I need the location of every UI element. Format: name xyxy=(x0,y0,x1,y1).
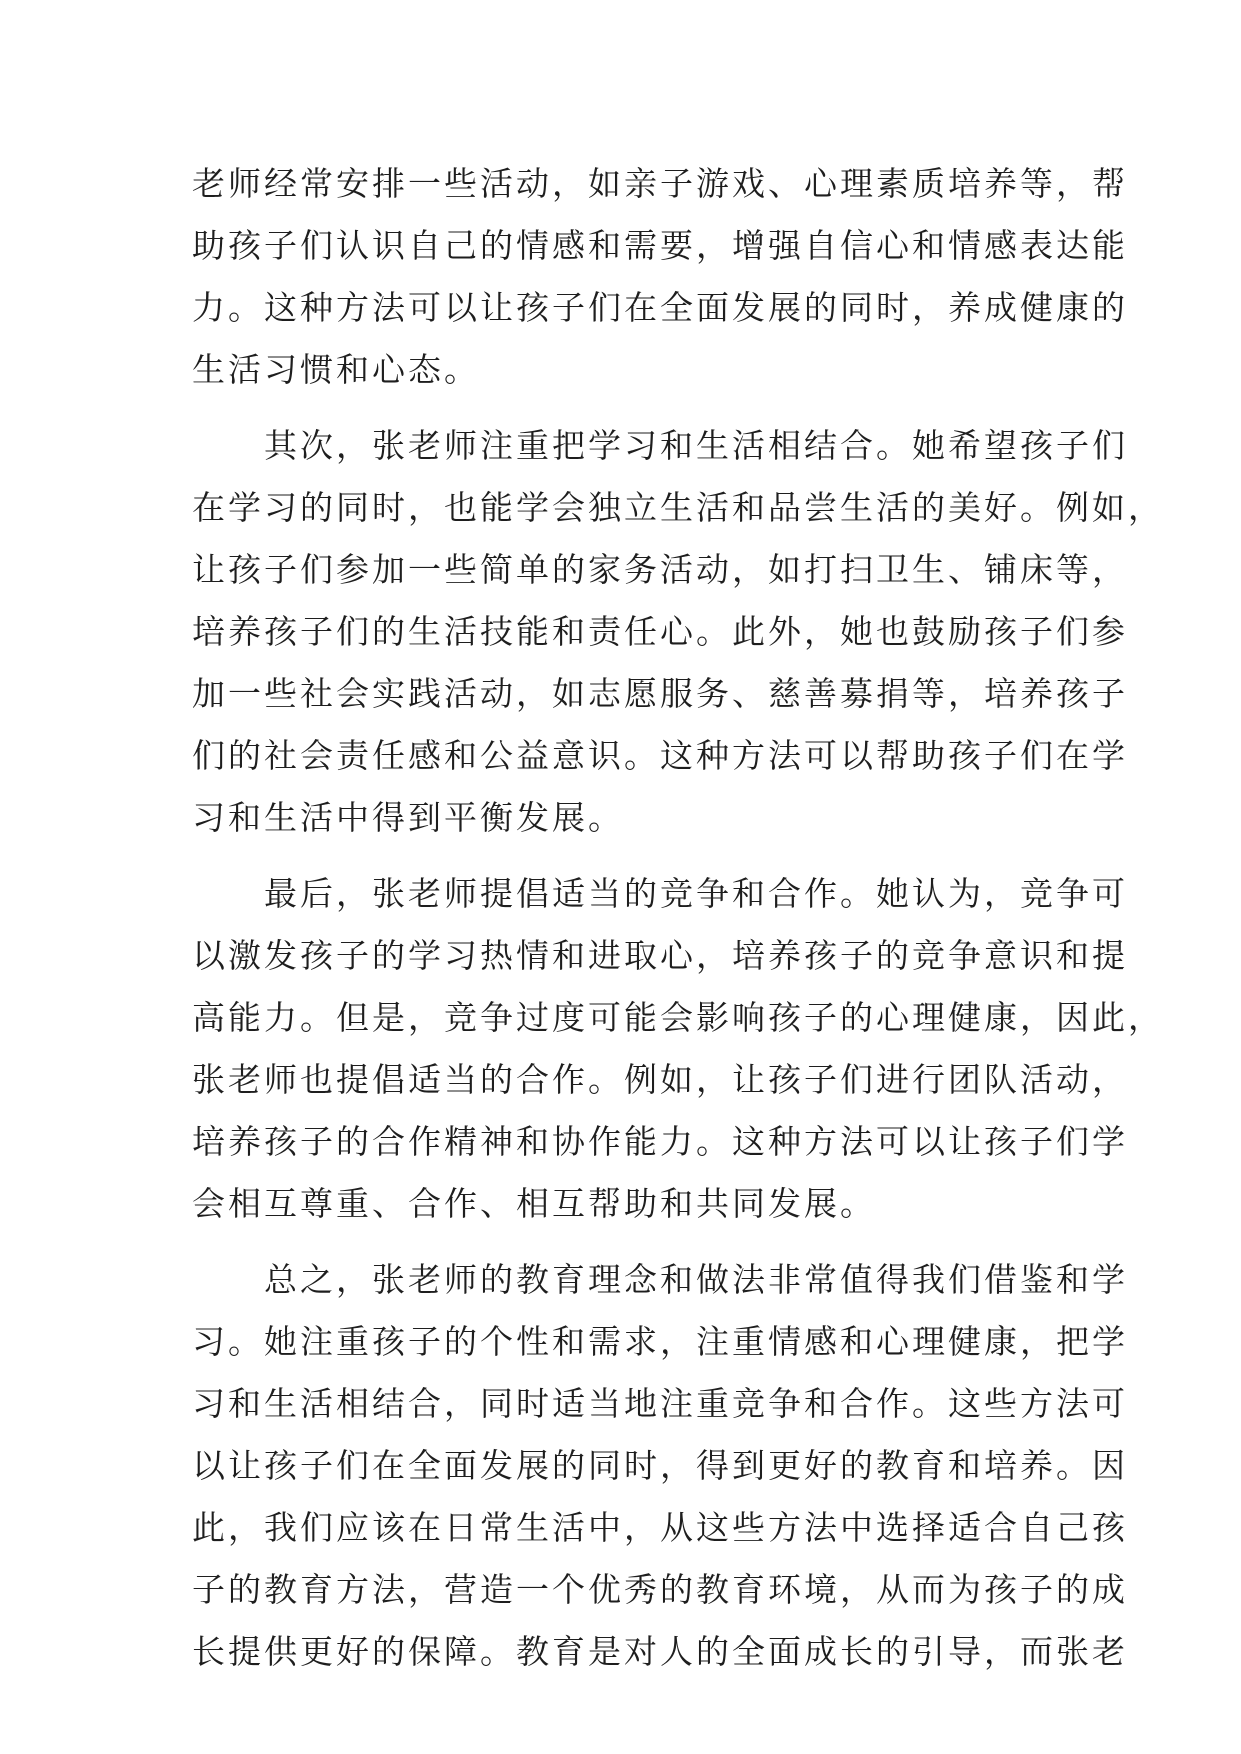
text-line: 助孩子们认识自己的情感和需要，增强自信心和情感表达能 xyxy=(192,226,1128,265)
text-line: 培养孩子们的生活技能和责任心。此外，她也鼓励孩子们参 xyxy=(192,612,1128,651)
paragraph-spacer xyxy=(192,401,1052,415)
text-line: 张老师也提倡适当的合作。例如，让孩子们进行团队活动， xyxy=(192,1060,1128,1099)
text-line: 生活习惯和心态。 xyxy=(192,350,480,389)
text-line: 子的教育方法，营造一个优秀的教育环境，从而为孩子的成 xyxy=(192,1570,1128,1609)
text-line: 老师经常安排一些活动，如亲子游戏、心理素质培养等，帮 xyxy=(192,164,1128,203)
paragraph-2 xyxy=(192,415,1164,849)
paragraph-4 xyxy=(192,1249,1128,1683)
text-line: 长提供更好的保障。教育是对人的全面成长的引导，而张老 xyxy=(192,1632,1128,1671)
text-line: 们的社会责任感和公益意识。这种方法可以帮助孩子们在学 xyxy=(192,736,1128,775)
text-line: 力。这种方法可以让孩子们在全面发展的同时，养成健康的 xyxy=(192,288,1128,327)
text-line: 习。她注重孩子的个性和需求，注重情感和心理健康，把学 xyxy=(192,1322,1128,1361)
document-body xyxy=(192,153,1164,1683)
text-line: 让孩子们参加一些简单的家务活动，如打扫卫生、铺床等， xyxy=(192,550,1128,589)
text-line: 以让孩子们在全面发展的同时，得到更好的教育和培养。因 xyxy=(192,1446,1128,1485)
text-line: 加一些社会实践活动，如志愿服务、慈善募捐等，培养孩子 xyxy=(192,674,1128,713)
text-line: 以激发孩子的学习热情和进取心，培养孩子的竞争意识和提 xyxy=(192,936,1128,975)
text-line: 最后，张老师提倡适当的竞争和合作。她认为，竞争可 xyxy=(192,874,1128,913)
text-line: 习和生活相结合，同时适当地注重竞争和合作。这些方法可 xyxy=(192,1384,1128,1423)
paragraph-spacer xyxy=(192,849,1052,863)
text-line: 在学习的同时，也能学会独立生活和品尝生活的美好。例如， xyxy=(192,488,1164,527)
text-line: 高能力。但是，竞争过度可能会影响孩子的心理健康，因此， xyxy=(192,998,1164,1037)
text-line: 习和生活中得到平衡发展。 xyxy=(192,798,624,837)
paragraph-1 xyxy=(192,153,1128,401)
text-line: 培养孩子的合作精神和协作能力。这种方法可以让孩子们学 xyxy=(192,1122,1128,1161)
text-line: 此，我们应该在日常生活中，从这些方法中选择适合自己孩 xyxy=(192,1508,1128,1547)
text-line: 总之，张老师的教育理念和做法非常值得我们借鉴和学 xyxy=(192,1260,1128,1299)
text-line: 其次，张老师注重把学习和生活相结合。她希望孩子们 xyxy=(192,426,1128,465)
paragraph-spacer xyxy=(192,1235,1052,1249)
text-line: 会相互尊重、合作、相互帮助和共同发展。 xyxy=(192,1184,876,1223)
paragraph-3 xyxy=(192,863,1164,1235)
